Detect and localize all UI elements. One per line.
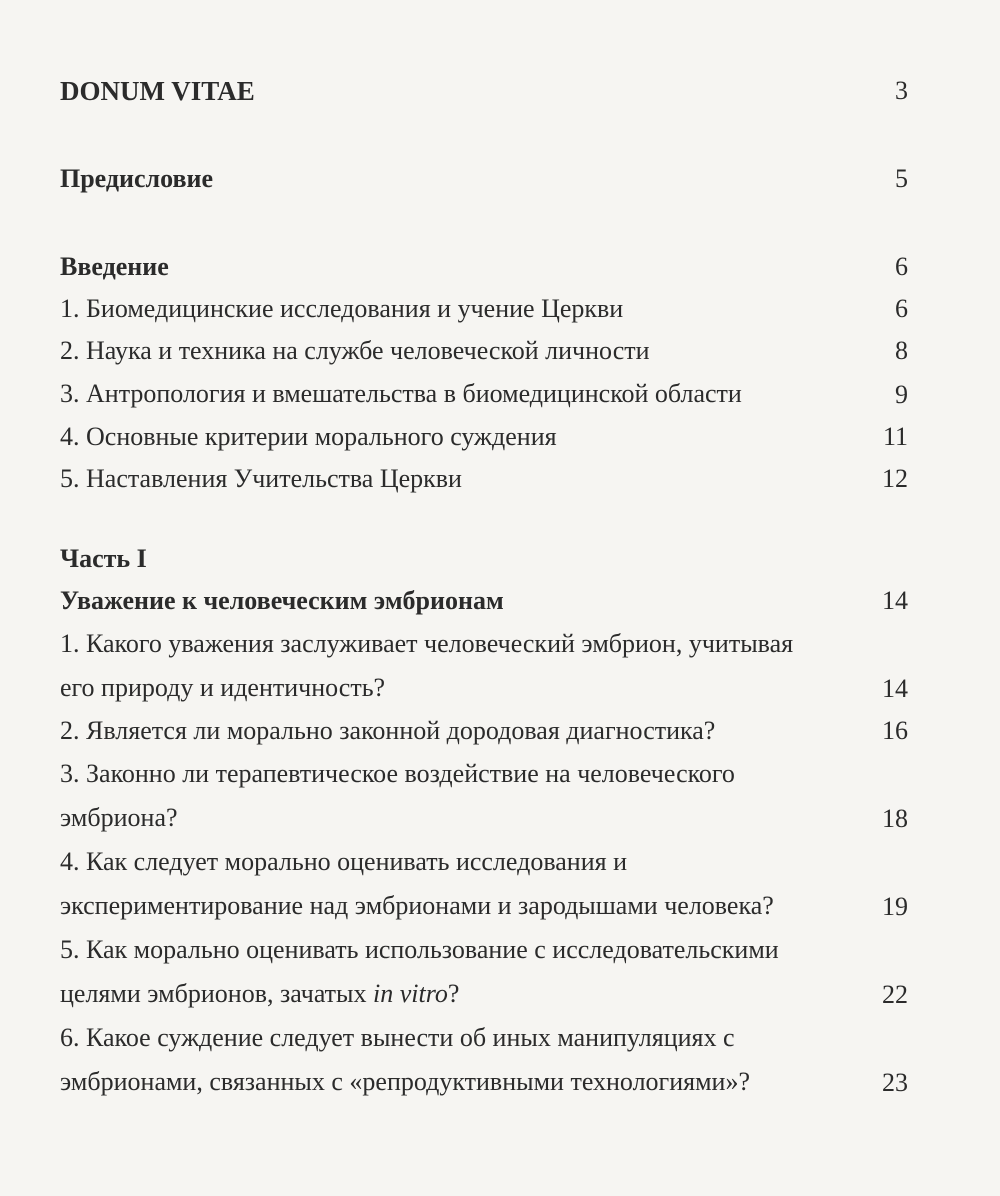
toc-entry-title: 6. Какое суждение следует вынести об иных манипуляциях с эмбрионами, связанных с «репродуктивными технологиями»? bbox=[60, 1023, 751, 1096]
toc-entry-title: 3. Антропология и вмешательства в биомедицинской области bbox=[60, 379, 742, 408]
toc-entry-intro-5[interactable] bbox=[60, 458, 908, 500]
toc-entry-donum-vitae[interactable] bbox=[60, 70, 908, 112]
toc-entry-title: DONUM VITAE bbox=[60, 76, 255, 106]
toc-entry-title: 1. Какого уважения заслуживает человеческий эмбрион, учитывая его природу и идентичность? bbox=[60, 629, 794, 702]
toc-entry-part1-3[interactable] bbox=[60, 752, 908, 840]
toc-page-number: 11 bbox=[882, 422, 908, 451]
toc-page-number: 19 bbox=[882, 892, 908, 921]
toc-entry-title-italic: in vitro bbox=[373, 979, 448, 1008]
toc-entry-title: 1. Биомедицинские исследования и учение Церкви bbox=[60, 294, 624, 323]
toc-page-number: 8 bbox=[895, 336, 908, 365]
toc-entry-title-end: ? bbox=[447, 979, 460, 1008]
toc-entry-title: Предисловие bbox=[60, 164, 214, 193]
toc-page-number: 22 bbox=[882, 980, 908, 1009]
toc-page-number: 18 bbox=[882, 804, 908, 833]
toc-entry-part1-2[interactable] bbox=[60, 710, 908, 752]
toc-entry-title: 5. Наставления Учительства Церкви bbox=[60, 464, 462, 493]
toc-entry-title: 2. Является ли морально законной дородовая диагностика? bbox=[60, 716, 716, 745]
toc-entry-title: 2. Наука и техника на службе человеческой личности bbox=[60, 336, 650, 365]
toc-page-number: 14 bbox=[882, 586, 908, 615]
toc-entry-preface[interactable] bbox=[60, 158, 908, 200]
toc-entry-introduction[interactable] bbox=[60, 246, 908, 288]
toc-page-number: 16 bbox=[882, 716, 908, 745]
toc-entry-part1-1[interactable] bbox=[60, 622, 908, 710]
toc-entry-title: 4. Как следует морально оценивать исследования и экспериментирование над эмбрионами и зародышами человека? bbox=[60, 847, 774, 920]
toc-page-number: 12 bbox=[882, 464, 908, 493]
toc-entry-intro-1[interactable] bbox=[60, 288, 908, 330]
toc-entry-part1-4[interactable] bbox=[60, 840, 908, 928]
toc-page-number: 23 bbox=[882, 1068, 908, 1097]
toc-entry-intro-4[interactable] bbox=[60, 416, 908, 458]
toc-entry-part1-5[interactable] bbox=[60, 928, 908, 1016]
toc-entry-title: 3. Законно ли терапевтическое воздействие на человеческого эмбриона? bbox=[60, 759, 735, 832]
toc-page-number: 5 bbox=[895, 164, 908, 193]
toc-page-number: 14 bbox=[882, 674, 908, 703]
toc-entry-part1-title[interactable] bbox=[60, 580, 908, 622]
toc-entry-title: 4. Основные критерии морального суждения bbox=[60, 422, 557, 451]
toc-page-number: 9 bbox=[895, 380, 908, 409]
toc-entry-title: Уважение к человеческим эмбрионам bbox=[60, 586, 504, 615]
toc-entry-intro-3[interactable] bbox=[60, 372, 908, 416]
toc-part-label: Часть I bbox=[60, 544, 147, 573]
toc-page-number: 6 bbox=[895, 252, 908, 281]
toc-entry-intro-2[interactable] bbox=[60, 330, 908, 372]
toc-entry-part1-6[interactable] bbox=[60, 1016, 908, 1104]
toc-entry-title bbox=[60, 928, 908, 1016]
toc-page-number: 3 bbox=[895, 76, 908, 105]
toc-entry-title-main: 5. Как морально оценивать использование с исследовательскими целями эмбрионов, зачатых bbox=[60, 935, 779, 1008]
toc-page-number: 6 bbox=[895, 294, 908, 323]
toc-entry-title: Введение bbox=[60, 252, 169, 281]
